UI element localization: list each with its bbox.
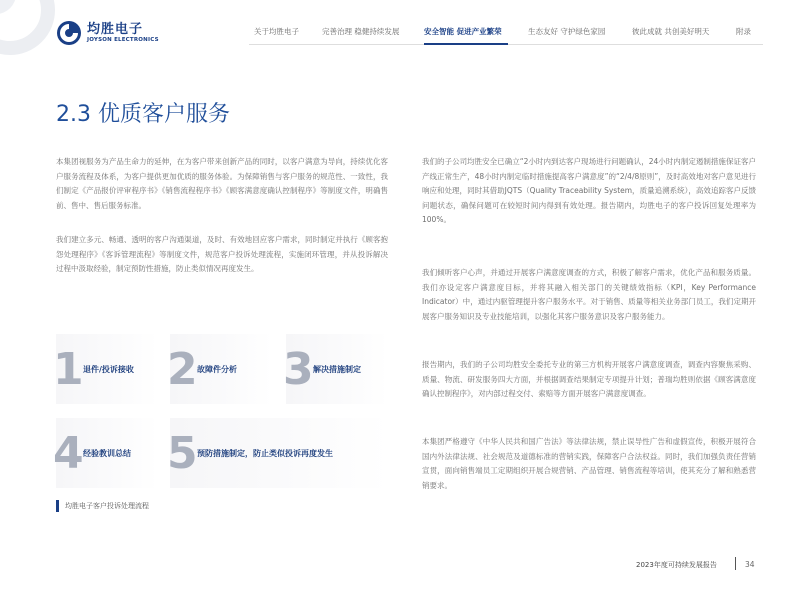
page-number: 34	[745, 560, 755, 569]
right-paragraph-2: 我们倾听客户心声，并通过开展客户满意度调查的方式，积极了解客户需求，优化产品和服务质量。我们亦设定客户满意度目标，并将其融入相关部门的关键绩效指标（KPI，Key Performance Indicator）中，通过内驱管理提升客户服务水平。对于销售、质量等相关业务部门员工，我们定期开展客户服务知识及专业技能培训，以强化其客户服务意识及客户服务能力。	[422, 268, 756, 321]
nav-item-governance[interactable]: 完善治理 稳健持续发展	[322, 27, 400, 36]
logo-english-text: JOYSON ELECTRONICS	[87, 36, 159, 43]
step-number: 4	[53, 427, 84, 479]
process-step-2	[167, 334, 272, 404]
step-label: 退件/投诉接收	[83, 364, 134, 374]
top-navigation	[0, 26, 809, 46]
step-number: 2	[167, 343, 198, 395]
step-number: 1	[53, 343, 84, 395]
left-paragraph-2: 我们建立多元、畅通、透明的客户沟通渠道，及时、有效地回应客户需求，同时制定并执行《顾客抱怨处理程序》《客诉管理流程》等制度文件，规范客户投诉处理流程，实施闭环管理，并从投诉解决过程中汲取经验，制定预防性措施，防止类似情况再度发生。	[56, 235, 388, 274]
process-step-5	[167, 418, 388, 488]
nav-item-safety-intelligence[interactable]: 安全智能 促进产业繁荣	[424, 27, 502, 36]
section-title: 2.3 优质客户服务	[56, 102, 230, 127]
left-paragraph-1: 本集团视服务为产品生命力的延伸，在为客户带来创新产品的同时，以客户满意为导向，持续优化客户服务流程及体系，为客户提供更加优质的服务体验。为保障销售与客户服务的规范性、一致性，我们制定《产品报价评审程序书》《销售流程程序书》《顾客满意度确认控制程序》等制度文件，明确售前、售中、售后服务标准。	[56, 157, 388, 210]
process-step-1	[53, 334, 158, 404]
right-paragraph-4: 本集团严格遵守《中华人民共和国广告法》等法律法规，禁止误导性广告和虚假宣传，积极开展符合国内外法律法规、社会规范及道德标准的营销实践，保障客户合法权益。同时，我们加强负责任营销宣贯，面向销售端员工定期组织开展合规营销、产品管理、销售流程等培训，使其充分了解和熟悉营销要求。	[422, 437, 756, 490]
step-label: 经验教训总结	[83, 448, 131, 458]
nav-item-about[interactable]: 关于均胜电子	[254, 27, 299, 36]
step-label: 故障件分析	[197, 364, 237, 374]
figure-caption: 均胜电子客户投诉处理流程	[65, 502, 149, 510]
footer-report-title: 2023年度可持续发展报告	[636, 561, 717, 569]
step-label: 解决措施制定	[313, 364, 361, 374]
step-number: 5	[167, 427, 198, 479]
process-step-3	[283, 334, 388, 404]
right-paragraph-1: 我们的子公司均胜安全已确立“2小时内到达客户现场进行问题确认，24小时内制定遏制措施保证客户产线正常生产，48小时内制定临时措施提高客户满意度”的“2/4/8原则”，及时高效地对客户意见进行响应和处理，同时其借助JQTS（Quality Traceability System，质量追溯系统），高效追踪客户反馈问题状态，确保问题可在较短时间内得到有效处理。报告期内，均胜电子的客户投诉回复处理率为100%。	[422, 157, 756, 225]
logo-chinese-text: 均胜电子	[87, 21, 144, 37]
footer-divider	[735, 557, 736, 570]
nav-item-mutual-success[interactable]: 彼此成就 共创美好明天	[632, 27, 710, 36]
process-step-4	[53, 418, 158, 488]
right-paragraph-3: 报告期内，我们的子公司均胜安全委托专业的第三方机构开展客户满意度调查，调查内容聚焦采购、质量、物流、研发服务四大方面，并根据调查结果制定专项提升计划；普瑞均胜则依据《顾客满意度确认控制程序》，对内部过程交付、索赔等方面开展客户满意度调查。	[422, 360, 756, 399]
caption-marker	[56, 500, 59, 512]
nav-item-ecology[interactable]: 生态友好 守护绿色家园	[528, 27, 606, 36]
nav-active-indicator	[424, 43, 508, 45]
step-number: 3	[283, 343, 314, 395]
nav-item-appendix[interactable]: 附录	[736, 27, 751, 36]
step-label: 预防措施制定，防止类似投诉再度发生	[197, 448, 333, 458]
